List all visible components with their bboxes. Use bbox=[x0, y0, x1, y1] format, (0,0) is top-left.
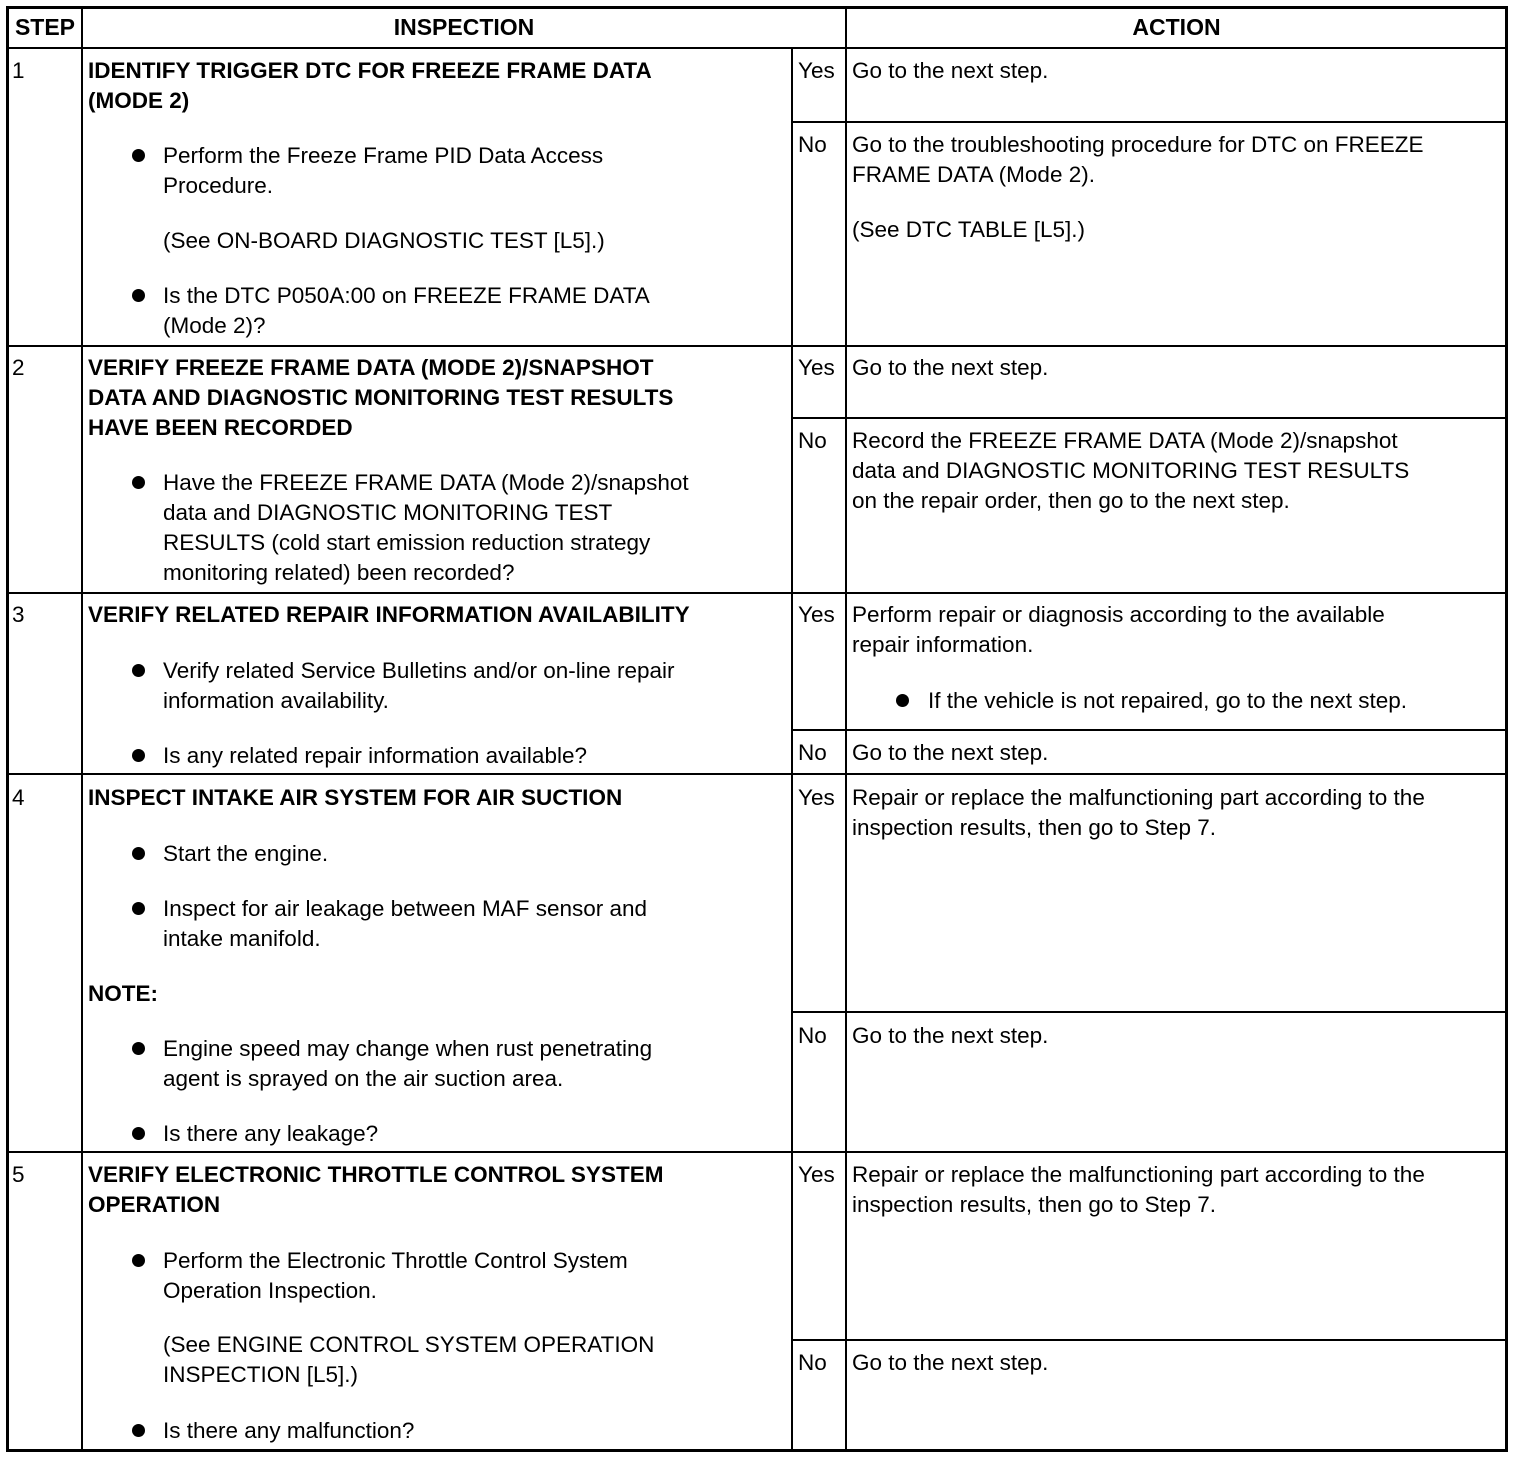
yes-label: Yes bbox=[798, 602, 835, 627]
step-number: 4 bbox=[12, 785, 25, 810]
bullet-icon bbox=[132, 149, 145, 162]
action-text: Record the FREEZE FRAME DATA (Mode 2)/snapshot bbox=[852, 428, 1398, 453]
bullet-icon bbox=[896, 694, 909, 707]
step-title: VERIFY ELECTRONIC THROTTLE CONTROL SYSTEM bbox=[88, 1162, 664, 1187]
action-text: Repair or replace the malfunctioning part according to the bbox=[852, 1162, 1425, 1187]
step-title: DATA AND DIAGNOSTIC MONITORING TEST RESULTS bbox=[88, 385, 674, 410]
inspection-text: Inspect for air leakage between MAF sensor and bbox=[163, 896, 648, 921]
action-text: inspection results, then go to Step 7. bbox=[852, 1192, 1216, 1217]
inspection-text: Verify related Service Bulletins and/or on-line repair bbox=[163, 658, 675, 683]
step-title: OPERATION bbox=[88, 1192, 221, 1217]
action-text: repair information. bbox=[852, 632, 1034, 657]
inspection-text: Is there any leakage? bbox=[163, 1121, 379, 1146]
action-text: data and DIAGNOSTIC MONITORING TEST RESULTS bbox=[852, 458, 1410, 483]
yes-no-rule bbox=[792, 1011, 1508, 1013]
step-title: HAVE BEEN RECORDED bbox=[88, 415, 353, 440]
row-rule bbox=[6, 345, 1508, 347]
no-label: No bbox=[798, 1350, 827, 1375]
no-label: No bbox=[798, 1023, 827, 1048]
yes-no-rule bbox=[792, 121, 1508, 123]
action-text: FRAME DATA (Mode 2). bbox=[852, 162, 1095, 187]
yes-label: Yes bbox=[798, 1162, 835, 1187]
bullet-icon bbox=[132, 1254, 145, 1267]
bullet-icon bbox=[132, 902, 145, 915]
no-label: No bbox=[798, 740, 827, 765]
inspection-text: Have the FREEZE FRAME DATA (Mode 2)/snapshot bbox=[163, 470, 689, 495]
action-text: Repair or replace the malfunctioning part according to the bbox=[852, 785, 1425, 810]
yes-no-rule bbox=[792, 729, 1508, 731]
inspection-text: Is the DTC P050A:00 on FREEZE FRAME DATA bbox=[163, 283, 650, 308]
reference-text: (See ON-BOARD DIAGNOSTIC TEST [L5].) bbox=[163, 228, 605, 253]
header-action: ACTION bbox=[1132, 14, 1221, 40]
row-rule bbox=[6, 773, 1508, 775]
yes-no-rule bbox=[792, 1339, 1508, 1341]
inspection-text: agent is sprayed on the air suction area. bbox=[163, 1066, 564, 1091]
column-rule bbox=[845, 6, 847, 1452]
inspection-text: monitoring related) been recorded? bbox=[163, 560, 515, 585]
step-number: 1 bbox=[12, 58, 25, 83]
action-text: Go to the next step. bbox=[852, 1350, 1049, 1375]
step-title: INSPECT INTAKE AIR SYSTEM FOR AIR SUCTION bbox=[88, 785, 623, 810]
yes-label: Yes bbox=[798, 785, 835, 810]
inspection-text: data and DIAGNOSTIC MONITORING TEST bbox=[163, 500, 613, 525]
yes-no-rule bbox=[792, 417, 1508, 419]
inspection-text: Procedure. bbox=[163, 173, 274, 198]
header-step: STEP bbox=[14, 14, 76, 40]
reference-text: (See DTC TABLE [L5].) bbox=[852, 217, 1085, 242]
column-rule bbox=[81, 6, 83, 1452]
action-text: Go to the troubleshooting procedure for DTC on FREEZE bbox=[852, 132, 1424, 157]
action-text: on the repair order, then go to the next step. bbox=[852, 488, 1290, 513]
inspection-text: Perform the Electronic Throttle Control System bbox=[163, 1248, 628, 1273]
inspection-text: (Mode 2)? bbox=[163, 313, 266, 338]
header-rule bbox=[6, 47, 1508, 49]
inspection-text: intake manifold. bbox=[163, 926, 321, 951]
note-label: NOTE: bbox=[88, 981, 158, 1006]
action-text: If the vehicle is not repaired, go to the next step. bbox=[928, 688, 1408, 713]
inspection-text: Start the engine. bbox=[163, 841, 329, 866]
inspection-text: Engine speed may change when rust penetrating bbox=[163, 1036, 653, 1061]
inspection-text: Is there any malfunction? bbox=[163, 1418, 415, 1443]
inspection-text: Operation Inspection. bbox=[163, 1278, 377, 1303]
header-inspection: INSPECTION bbox=[393, 14, 535, 40]
action-text: Go to the next step. bbox=[852, 1023, 1049, 1048]
step-number: 5 bbox=[12, 1162, 25, 1187]
action-text: inspection results, then go to Step 7. bbox=[852, 815, 1216, 840]
yes-label: Yes bbox=[798, 355, 835, 380]
step-title: (MODE 2) bbox=[88, 88, 190, 113]
bullet-icon bbox=[132, 476, 145, 489]
bullet-icon bbox=[132, 664, 145, 677]
action-text: Go to the next step. bbox=[852, 355, 1049, 380]
row-rule bbox=[6, 1151, 1508, 1153]
reference-text: (See ENGINE CONTROL SYSTEM OPERATION bbox=[163, 1332, 655, 1357]
action-text: Perform repair or diagnosis according to the available bbox=[852, 602, 1385, 627]
inspection-text: RESULTS (cold start emission reduction strategy bbox=[163, 530, 651, 555]
bullet-icon bbox=[132, 1424, 145, 1437]
no-label: No bbox=[798, 132, 827, 157]
bullet-icon bbox=[132, 749, 145, 762]
step-title: IDENTIFY TRIGGER DTC FOR FREEZE FRAME DATA bbox=[88, 58, 652, 83]
bullet-icon bbox=[132, 1042, 145, 1055]
action-text: Go to the next step. bbox=[852, 740, 1049, 765]
inspection-text: Perform the Freeze Frame PID Data Access bbox=[163, 143, 604, 168]
step-title: VERIFY RELATED REPAIR INFORMATION AVAILABILITY bbox=[88, 602, 690, 627]
row-rule bbox=[6, 592, 1508, 594]
no-label: No bbox=[798, 428, 827, 453]
bullet-icon bbox=[132, 289, 145, 302]
step-number: 3 bbox=[12, 602, 25, 627]
bullet-icon bbox=[132, 847, 145, 860]
bullet-icon bbox=[132, 1127, 145, 1140]
step-title: VERIFY FREEZE FRAME DATA (MODE 2)/SNAPSHOT bbox=[88, 355, 654, 380]
reference-text: INSPECTION [L5].) bbox=[163, 1362, 359, 1387]
inspection-text: Is any related repair information available? bbox=[163, 743, 587, 768]
yes-label: Yes bbox=[798, 58, 835, 83]
action-text: Go to the next step. bbox=[852, 58, 1049, 83]
inspection-text: information availability. bbox=[163, 688, 389, 713]
step-number: 2 bbox=[12, 355, 25, 380]
column-rule bbox=[791, 47, 793, 1452]
